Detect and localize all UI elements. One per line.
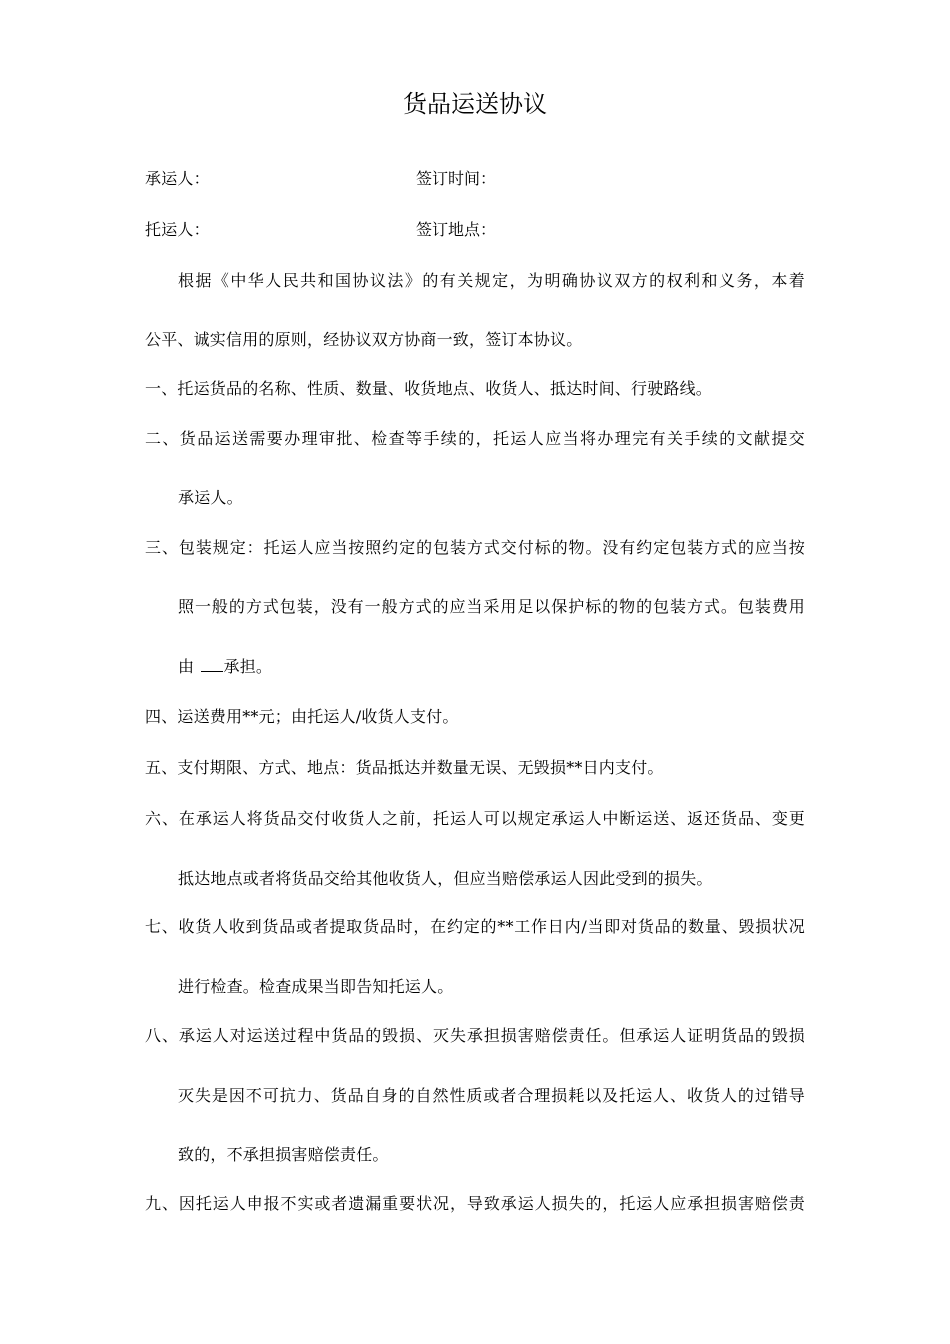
- clause-5: 五、支付期限、方式、地点：货品抵达并数量无误、无毁损**日内支付。: [145, 758, 664, 777]
- intro-line-2: 公平、诚实信用的原则，经协议双方协商一致，签订本协议。: [145, 330, 583, 349]
- clause-3-line-3: [178, 656, 272, 678]
- clause-2-line-2: 承运人。: [178, 488, 243, 507]
- clause-4: 四、运送费用**元；由托运人/收货人支付。: [145, 707, 459, 726]
- clause-3-line-2: 照一般的方式包装，没有一般方式的应当采用足以保护标的物的包装方式。包装费用: [178, 597, 805, 616]
- sign-place-label: 签订地点：: [416, 220, 497, 239]
- clause-1: 一、托运货品的名称、性质、数量、收货地点、收货人、抵达时间、行驶路线。: [145, 379, 713, 398]
- sign-time-label: 签订时间：: [416, 169, 497, 188]
- clause-2-line-1: 二、货品运送需要办理审批、检查等手续的，托运人应当将办理完有关手续的文献提交: [145, 429, 805, 448]
- shipper-label: 托运人：: [145, 220, 210, 239]
- clause-3-line-3-prefix: 由: [178, 657, 195, 676]
- clause-7-line-1: 七、收货人收到货品或者提取货品时，在约定的**工作日内/当即对货品的数量、毁损状况: [145, 917, 805, 936]
- intro-line-1: 根据《中华人民共和国协议法》的有关规定，为明确协议双方的权利和义务，本着: [178, 271, 805, 290]
- clause-3-line-3-suffix: 承担。: [223, 657, 273, 676]
- clause-7-line-2: 进行检查。检查成果当即告知托运人。: [178, 977, 454, 996]
- fill-in-blank: [201, 657, 223, 672]
- clause-6-line-1: 六、在承运人将货品交付收货人之前，托运人可以规定承运人中断运送、返还货品、变更: [145, 809, 805, 828]
- clause-3-line-1: 三、包装规定：托运人应当按照约定的包装方式交付标的物。没有约定包装方式的应当按: [145, 538, 805, 557]
- clause-8-line-1: 八、承运人对运送过程中货品的毁损、灭失承担损害赔偿责任。但承运人证明货品的毁损: [145, 1026, 805, 1045]
- clause-9-line-1: 九、因托运人申报不实或者遗漏重要状况，导致承运人损失的，托运人应承担损害赔偿责: [145, 1194, 805, 1213]
- clause-8-line-3: 致的，不承担损害赔偿责任。: [178, 1145, 389, 1164]
- carrier-label: 承运人：: [145, 169, 210, 188]
- clause-8-line-2: 灭失是因不可抗力、货品自身的自然性质或者合理损耗以及托运人、收货人的过错导: [178, 1086, 805, 1105]
- clause-6-line-2: 抵达地点或者将货品交给其他收货人，但应当赔偿承运人因此受到的损失。: [178, 869, 713, 888]
- document-title: 货品运送协议: [403, 90, 547, 118]
